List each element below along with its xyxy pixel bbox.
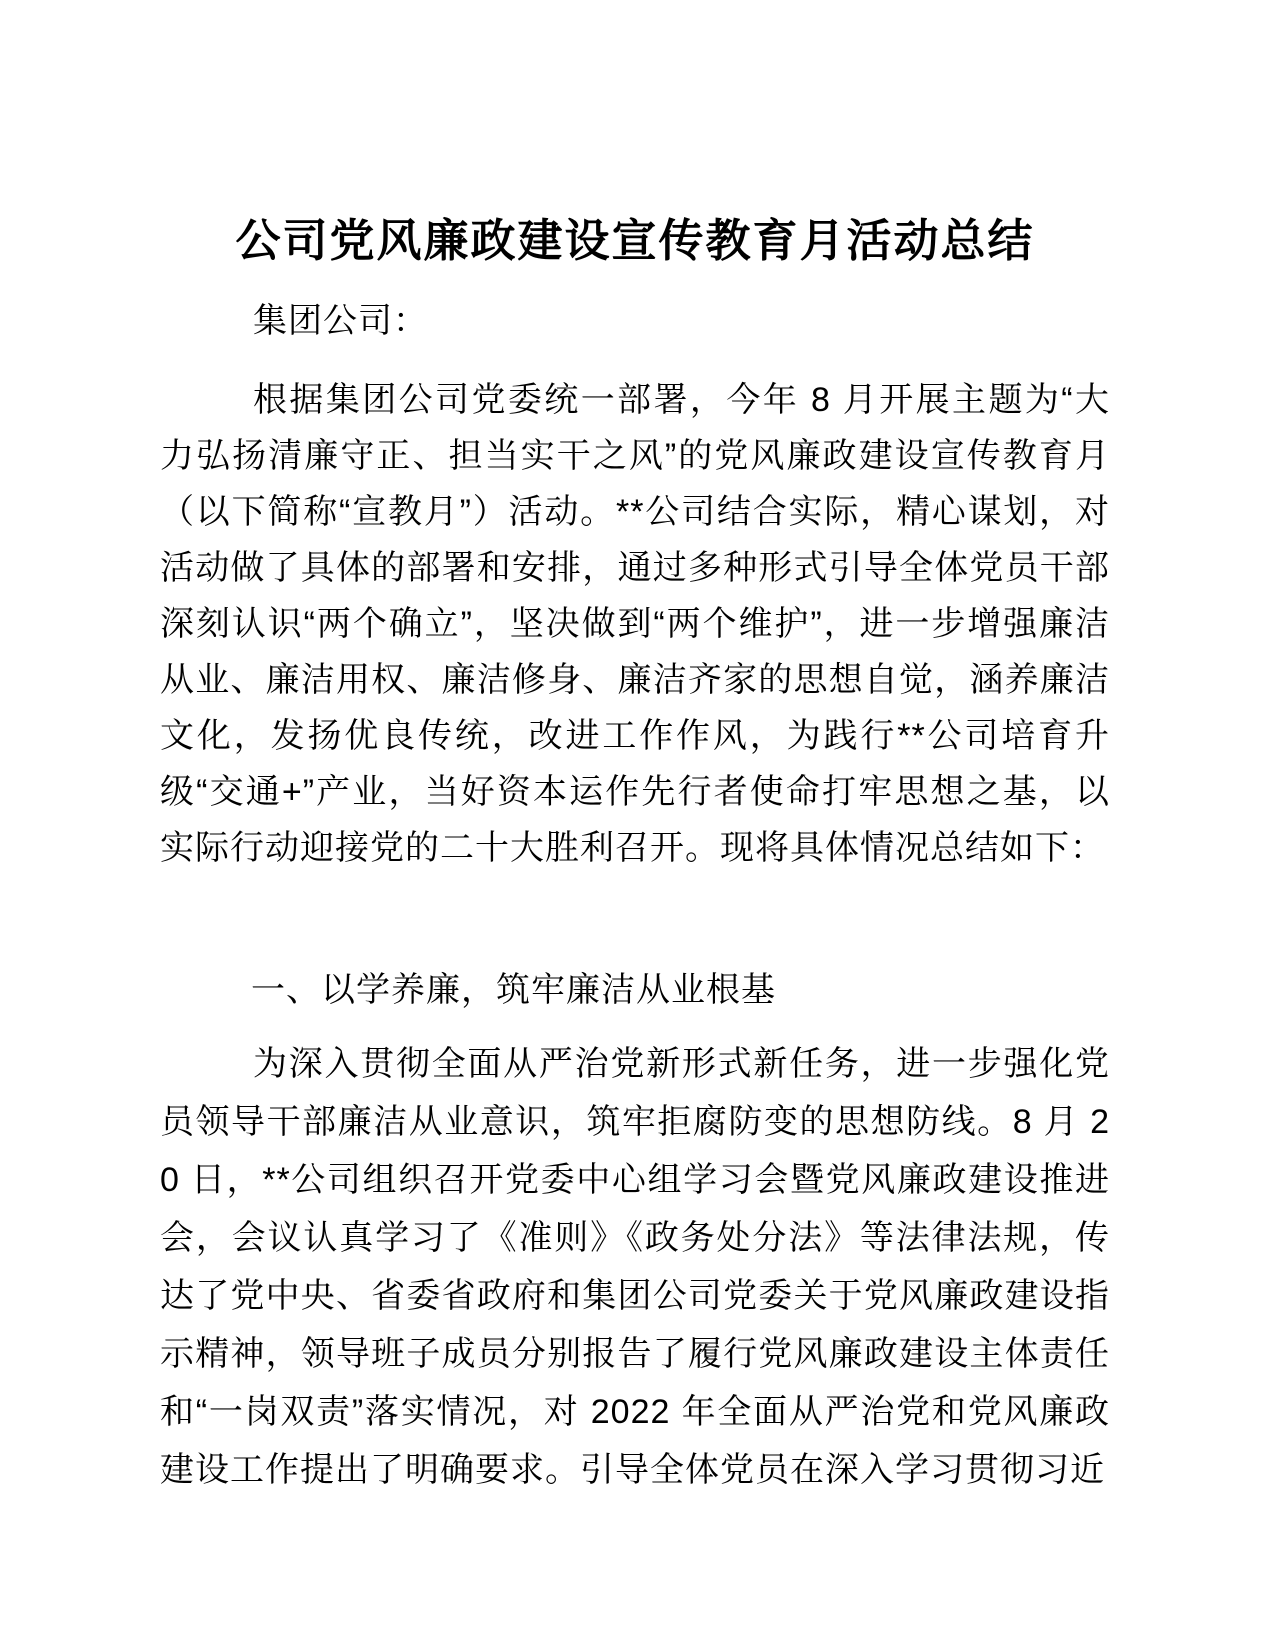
salutation: 集团公司： bbox=[253, 302, 428, 340]
section-heading-1: 一、以学养廉，筑牢廉洁从业根基 bbox=[251, 971, 776, 1009]
document-title: 公司党风廉政建设宣传教育月活动总结 bbox=[235, 215, 1035, 266]
paragraph-intro: 根据集团公司党委统一部署，今年 8 月开展主题为“大力弘扬清廉守正、担当实干之风”的党风廉政建设宣传教育月（以下简称“宣教月”）活动。**公司结合实际，精心谋划，对活动做了具体的部署和安排，通过多种形式引导全体党员干部深刻认识“两个确立”，坚决做到“两个维护”，进一步增强廉洁从业、廉洁用权、廉洁修身、廉洁齐家的思想自觉，涵养廉洁文化，发扬优良传统，改进工作作风，为践行**公司培育升级“交通+”产业，当好资本运作先行者使命打牢思想之基，以实际行动迎接党的二十大胜利召开。现将具体情况总结如下： bbox=[160, 381, 1110, 867]
paragraph-section-1: 为深入贯彻全面从严治党新形式新任务，进一步强化党员领导干部廉洁从业意识，筑牢拒腐防变的思想防线。8 月 20 日，**公司组织召开党委中心组学习会暨党风廉政建设推进会，会议认真学习了《准则》《政务处分法》等法律法规，传达了党中央、省委省政府和集团公司党委关于党风廉政建设指示精神，领导班子成员分别报告了履行党风廉政建设主体责任和“一岗双责”落实情况，对 2022 年全面从严治党和党风廉政建设工作提出了明确要求。引导全体党员在深入学习贯彻习近 bbox=[160, 1045, 1110, 1489]
